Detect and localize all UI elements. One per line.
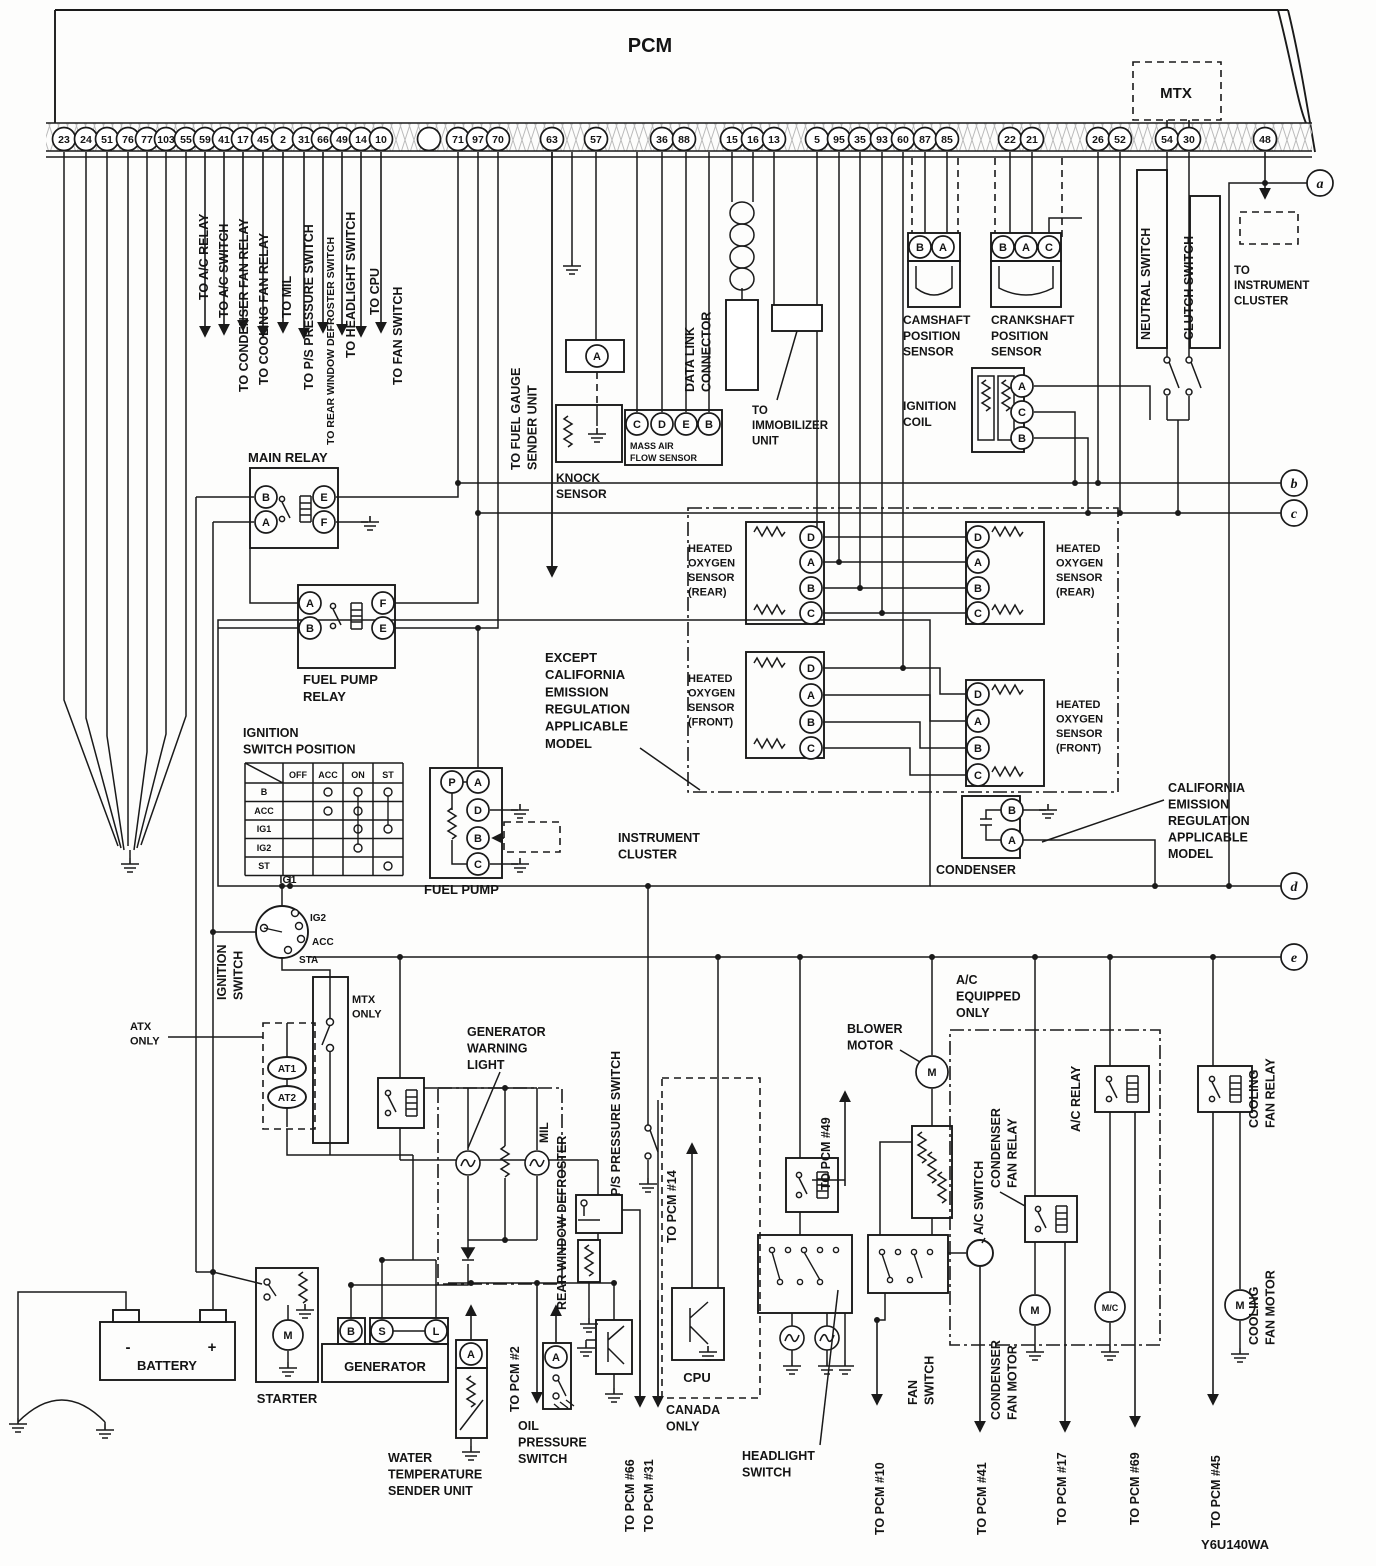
label-dlc: DATA LINK CONNECTOR [683,311,714,392]
table-col-ON: ON [351,770,365,780]
label-maf: MASS AIR FLOW SENSOR [630,441,697,463]
label-except-california: EXCEPT CALIFORNIA EMISSION REGULATION APPLICABLE MODEL [545,650,630,751]
connector-pin-label-F: F [320,517,328,529]
label-to-ps-pressure-switch: TO P/S PRESSURE SWITCH [302,224,316,390]
pcm-pin-label-66: 66 [317,134,329,146]
connector-pin-label-B: B [474,833,482,845]
label-to-fan-switch: TO FAN SWITCH [391,286,405,385]
instrument-cluster-mid-box [504,822,560,852]
label-fuel-pump-relay: FUEL PUMP RELAY [303,672,378,705]
ref-label-c: c [1290,507,1298,522]
pcm-pin-label-87: 87 [919,134,931,146]
label-blower-motor: BLOWER MOTOR [847,1022,903,1053]
connector-pin-label-A: A [1018,381,1026,393]
label-canada-only: CANADA ONLY [666,1403,721,1434]
connector-pin-label-A: A [593,351,601,363]
label-ho2s-rear-left: HEATED OXYGEN SENSOR (REAR) [688,543,736,599]
connector-pin-label-B: B [306,623,314,635]
table-row-B: B [260,787,268,797]
ac-switch-symbol [967,1240,993,1266]
connector-pin-label-E: E [379,623,387,635]
table-row-IG2: IG2 [256,843,272,853]
label-ac-switch: A/C SWITCH [972,1160,986,1235]
pcm-pin-label-41: 41 [218,134,230,146]
label-to-instrument-cluster: TO INSTRUMENT CLUSTER [1234,265,1310,308]
fan-switch-box [868,1235,948,1293]
label-ignition-table-title: IGNITION SWITCH POSITION [243,726,356,757]
text-labels [126,35,1310,1552]
connector-pin-label-C: C [807,608,815,620]
label-condenser: CONDENSER [936,863,1016,877]
label-to-pcm-2: TO PCM #2 [508,1346,522,1412]
label-ac-equipped-only: A/C EQUIPPED ONLY [956,973,1021,1020]
label-generator: GENERATOR [344,1359,426,1374]
crankshaft-sensor-box [991,261,1061,307]
condenser-fan-relay-box [1025,1196,1077,1242]
connector-pin-label-A: A [974,716,982,728]
pcm-pin-label-51: 51 [101,134,113,146]
pcm-pin-label-57: 57 [590,134,602,146]
pcm-pin-label-71: 71 [452,134,464,146]
pcm-pin-label-30: 30 [1183,134,1195,146]
label-to-mil: TO MIL [280,275,294,318]
transistor-box [596,1320,632,1374]
connector-pin-label-F: F [379,598,387,610]
connector-pin-label-S: S [378,1326,386,1338]
label-atx-only: ATX ONLY [130,1021,160,1048]
connector-pin-label-B: B [916,242,924,254]
label-ho2s-rear-right: HEATED OXYGEN SENSOR (REAR) [1056,543,1104,599]
label-to-rear-window-defroster-switch: TO REAR WINDOW DEFROSTER SWITCH [325,236,337,445]
connector-pin-label-M: M [283,1330,293,1342]
connector-pin-label-B: B [974,743,982,755]
connector-pin-label-A: A [306,598,314,610]
connector-pin-label-A: A [807,557,815,569]
generator-warning-boundary [438,1088,562,1284]
connector-pin-label-P: P [448,777,456,789]
connector-pin-label-E: E [320,492,328,504]
headlight-lamp-left [780,1326,804,1350]
table-row-ACC: ACC [254,806,274,816]
battery-terminal-neg [113,1310,139,1322]
label-camshaft-sensor: CAMSHAFT POSITION SENSOR [903,313,971,359]
connector-pin-label-B: B [1018,433,1026,445]
ref-label-d: d [1290,880,1298,895]
pcm-pin-label-76: 76 [122,134,134,146]
pcm-pin-label-97: 97 [472,134,484,146]
connector-pin-label-M-C: M/C [1101,1303,1119,1313]
pcm-pin-label-88: 88 [678,134,690,146]
ref-label-e: e [1290,951,1298,966]
instrument-cluster-top-box [1240,212,1298,244]
connector-pin-label-B: B [262,492,270,504]
label-to-pcm-41: TO PCM #41 [975,1462,989,1535]
label-to-cpu: TO CPU [368,268,382,315]
pcm-pin-label-14: 14 [355,134,367,146]
table-col-ACC: ACC [318,770,338,780]
connector-pin-label-D: D [974,532,982,544]
connector-pin-label-B: B [999,242,1007,254]
label-ac-relay: A/C RELAY [1069,1065,1083,1132]
pcm-pin-row [53,128,1277,151]
label-sta: STA [299,955,319,966]
pcm-pin-label-54: 54 [1161,134,1173,146]
connector-pin-label-A: A [474,777,482,789]
pcm-pin-label-103: 103 [157,134,175,146]
pcm-pin-label-63: 63 [546,134,558,146]
connector-pin-label-C: C [974,770,982,782]
label-rear-window-defroster: REAR WINDOW DEFROSTER [555,1135,569,1310]
connector-pin-label-A: A [552,1352,560,1364]
connector-pin-label-B: B [1008,805,1016,817]
table-col-OFF: OFF [289,770,307,780]
label-to-fuel-gauge: TO FUEL GAUGE SENDER UNIT [509,367,540,470]
label-cooling-fan-relay: COOLING FAN RELAY [1247,1058,1278,1128]
connector-pin-label-A: A [262,517,270,529]
table-row-IG1: IG1 [256,824,272,834]
pcm-pin-label-49: 49 [336,134,348,146]
connector-pin-label-B: B [347,1326,355,1338]
label-cpu: CPU [683,1370,711,1385]
mil-lamp [525,1151,549,1175]
label-to-condenser-fan-relay: TO CONDENSER FAN RELAY [237,218,251,392]
connector-pin-label-L: L [432,1326,440,1338]
ps-pressure-switch-symbol [645,1125,658,1159]
pcm-pin-label-93: 93 [876,134,888,146]
label-ho2s-front-right: HEATED OXYGEN SENSOR (FRONT) [1056,699,1104,755]
connector-pin-label-C: C [1018,407,1026,419]
label-instrument-cluster-mid: INSTRUMENT CLUSTER [618,831,700,862]
label-to-pcm-69: TO PCM #69 [1128,1452,1142,1525]
pcm-pin-blank [418,128,441,151]
label-clutch-switch: CLUTCH SWITCH [1182,235,1196,340]
connector-pin-label-A: A [807,690,815,702]
table-row-ST: ST [258,861,270,871]
pcm-pin-label-36: 36 [656,134,668,146]
pcm-pin-label-60: 60 [897,134,909,146]
pcm-pin-label-23: 23 [58,134,70,146]
pcm-pin-label-5: 5 [814,134,820,146]
headlight-lamp-right [815,1326,839,1350]
connector-pin-label-A: A [467,1349,475,1361]
connector-pin-label-B: B [807,717,815,729]
label-ignition-switch: IGNITION SWITCH [215,944,246,1000]
label-ig2: IG2 [310,913,327,924]
label-neutral-switch: NEUTRAL SWITCH [1139,227,1153,340]
connector-pin-label-D: D [807,532,815,544]
mtx-box-label: MTX [1160,85,1192,102]
label-crankshaft-sensor: CRANKSHAFT POSITION SENSOR [991,313,1075,359]
pcm-pin-label-21: 21 [1026,134,1038,146]
connector-pin-label-B: B [705,419,713,431]
pcm-pin-label-59: 59 [199,134,211,146]
pcm-pin-label-24: 24 [80,134,92,146]
connector-pin-label-C: C [1045,242,1053,254]
label-to-ac-switch: TO A/C SWITCH [217,223,231,318]
label-fuel-pump: FUEL PUMP [424,882,499,897]
pcm-pin-label-52: 52 [1114,134,1126,146]
label-main-relay: MAIN RELAY [248,450,328,465]
pcm-pin-label-35: 35 [854,134,866,146]
label-ignition-coil: IGNITION COIL [903,399,957,429]
label-battery: BATTERY [137,1358,197,1373]
table-below-label: IG1 [279,874,297,886]
label-to-pcm-45: TO PCM #45 [1209,1455,1223,1528]
connector-pin-label-C: C [974,608,982,620]
connector-pin-label-M: M [927,1067,937,1079]
connector-pin-label-D: D [807,663,815,675]
label-oil-pressure-switch: OIL PRESSURE SWITCH [518,1419,587,1466]
pcm-pin-label-10: 10 [375,134,387,146]
immobilizer-box [772,305,822,331]
connector-pin-label-B: B [807,583,815,595]
label-plus: + [207,1339,217,1356]
label-cooling-fan-motor: COOLING FAN MOTOR [1247,1270,1278,1345]
label-to-headlight-switch: TO HEADLIGHT SWITCH [344,211,358,358]
pcm-pin-label-48: 48 [1259,134,1271,146]
connector-pin-label-D: D [474,805,482,817]
label-to-ac-relay: TO A/C RELAY [197,213,211,300]
connector-pin-label-A: A [939,242,947,254]
label-immobilizer: TO IMMOBILIZER UNIT [752,405,829,448]
generator-warning-lamp [456,1151,480,1175]
label-minus: - [125,1339,131,1356]
pcm-pin-label-45: 45 [257,134,269,146]
label-water-temp-sender: WATER TEMPERATURE SENDER UNIT [388,1451,483,1498]
label-at2: AT2 [277,1093,297,1104]
connector-pin-label-A: A [1008,835,1016,847]
connector-pin-label-A: A [974,557,982,569]
cpu-box [672,1288,724,1360]
label-to-pcm-31: TO PCM #31 [642,1459,656,1532]
label-to-pcm-10: TO PCM #10 [873,1462,887,1535]
battery-terminal-pos [200,1310,226,1322]
label-acc: ACC [312,937,334,948]
wire-left-ground-group [64,152,186,858]
connector-pin-label-M: M [1030,1305,1040,1317]
dashed-boundaries [260,158,1298,1398]
pcm-pin-label-17: 17 [237,134,249,146]
pcm-pin-label-70: 70 [492,134,504,146]
label-to-pcm-49: TO PCM #49 [819,1117,833,1190]
label-fan-switch: FAN SWITCH [906,1355,937,1405]
pcm-pin-label-13: 13 [768,134,780,146]
headlight-switch-box [758,1235,852,1313]
table-col-ST: ST [382,770,394,780]
label-to-pcm-17: TO PCM #17 [1055,1452,1069,1525]
data-link-connector-box [726,300,758,390]
label-mtx-only: MTX ONLY [352,994,382,1021]
label-headlight-switch: HEADLIGHT SWITCH [742,1449,815,1480]
dlc-twisted-pair [730,202,754,290]
label-to-cooling-fan-relay: TO COOLING FAN RELAY [257,232,271,385]
label-ho2s-front-left: HEATED OXYGEN SENSOR (FRONT) [688,673,736,729]
pcm-pin-label-95: 95 [833,134,845,146]
connector-pin-label-D: D [974,689,982,701]
pcm-pin-label-16: 16 [747,134,759,146]
connector-pin-label-C: C [807,743,815,755]
pcm-pin-label-77: 77 [141,134,153,146]
cooling-fan-relay-box [1198,1066,1252,1112]
label-at1: AT1 [277,1064,297,1075]
pcm-pin-label-31: 31 [298,134,310,146]
label-ps-pressure-switch-bottom: P/S PRESSURE SWITCH [609,1050,623,1196]
connector-pin-label-A: A [1022,242,1030,254]
label-to-pcm-66: TO PCM #66 [623,1459,637,1532]
label-mil: MIL [537,1122,551,1143]
water-temp-sensor-box [456,1368,487,1438]
label-diagram-code: Y6U140WA [1201,1537,1269,1552]
ref-label-b: b [1290,477,1298,492]
connector-pin-label-B: B [974,583,982,595]
connector-pin-label-D: D [658,419,666,431]
ac-relay-box [1095,1066,1149,1112]
pcm-pin-label-2: 2 [280,134,286,146]
label-to-pcm-14: TO PCM #14 [665,1170,679,1243]
label-knock-sensor: KNOCK SENSOR [556,471,607,501]
pcm-pin-label-85: 85 [941,134,953,146]
pcm-pin-label-26: 26 [1092,134,1104,146]
pcm-pin-label-22: 22 [1004,134,1016,146]
connector-pin-label-C: C [474,859,482,871]
pcm-pin-label-55: 55 [180,134,192,146]
label-condenser-fan-relay: CONDENSER FAN RELAY [989,1108,1020,1188]
connector-pin-label-E: E [682,419,690,431]
label-starter: STARTER [256,1391,318,1406]
pcm-pin-label-15: 15 [726,134,738,146]
ref-label-a: a [1316,177,1324,192]
label-generator-warning-light: GENERATOR WARNING LIGHT [467,1025,546,1072]
label-california: CALIFORNIA EMISSION REGULATION APPLICABLE MODEL [1168,781,1250,861]
label-condenser-fan-motor: CONDENSER FAN MOTOR [989,1340,1020,1420]
connector-pin-label-M: M [1235,1300,1245,1312]
connector-pin-label-C: C [633,419,641,431]
pcm-title: PCM [627,35,673,57]
